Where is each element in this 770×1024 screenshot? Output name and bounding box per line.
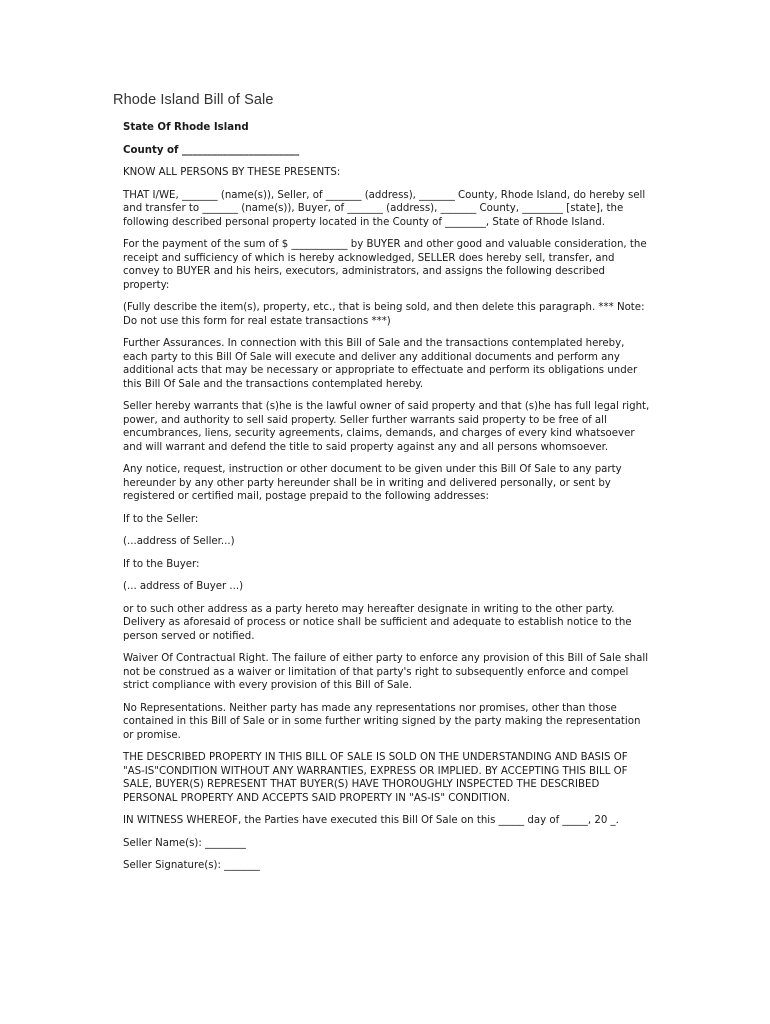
warranty-paragraph: Seller hereby warrants that (s)he is the lawful owner of said property and that (s)he has full legal right, power, and authority to sell said property. Seller further warrants said property to be free of all encumbrances, liens, security agreements, claims, demands, and charges of every kind whatsoever and will warrant and defend the title to said property against any and all persons whomsoever. (123, 401, 650, 453)
payment-paragraph: For the payment of the sum of $ ___________ by BUYER and other good and valuable consideration, the receipt and sufficiency of which is hereby acknowledged, SELLER does hereby sell, transfer, and convey to BUYER and his heirs, executors, administrators, and assigns the following described property: (123, 239, 647, 291)
buyer-address-placeholder: (... address of Buyer ...) (123, 581, 244, 592)
notice-paragraph: Any notice, request, instruction or other document to be given under this Bill Of Sale to any party hereunder by any other party hereunder shall be in writing and delivered personally, or sent by registered or certified mail, postage prepaid to the following addresses: (123, 464, 622, 502)
document-title: Rhode Island Bill of Sale (113, 92, 274, 108)
seller-signature-line: Seller Signature(s): _______ (123, 860, 260, 871)
as-is-paragraph: THE DESCRIBED PROPERTY IN THIS BILL OF SALE IS SOLD ON THE UNDERSTANDING AND BASIS OF "AS-IS"CONDITION WITHOUT ANY WARRANTIES, EXPRESS OR IMPLIED. BY ACCEPTING THIS BILL OF SALE, BUYER(S) REPRESENT THAT BUYER(S) HAVE THOROUGHLY INSPECTED THE DESCRIBED PERSONAL PROPERTY AND ACCEPTS SAID PROPERTY IN "AS-IS" CONDITION. (123, 752, 628, 804)
county-heading: County of _______________________ (123, 144, 300, 156)
buyer-notice-label: If to the Buyer: (123, 558, 200, 570)
seller-address-placeholder: (...address of Seller...) (123, 536, 235, 547)
no-representations-paragraph: No Representations. Neither party has made any representations nor promises, other than those contained in this Bill of Sale or in some further writing signed by the party making the representation or promise. (123, 702, 641, 741)
presents-line: KNOW ALL PERSONS BY THESE PRESENTS: (123, 167, 341, 178)
further-assurances-paragraph: Further Assurances. In connection with this Bill of Sale and the transactions contemplated hereby, each party to this Bill Of Sale will execute and deliver any additional documents and perform any additional acts that may be necessary or appropriate to effectuate and perform its obligations under this Bill Of Sale and the transactions contemplated hereby. (123, 338, 638, 390)
document-body (123, 121, 651, 882)
seller-notice-label: If to the Seller: (123, 513, 199, 525)
property-description-paragraph: (Fully describe the item(s), property, etc., that is being sold, and then delete this paragraph. *** Note: Do not use this form for real estate transactions ***) (123, 302, 645, 327)
waiver-paragraph: Waiver Of Contractual Right. The failure of either party to enforce any provision of this Bill of Sale shall not be construed as a waiver or limitation of that party's right to subsequently enforce and compel strict compliance with every provision of this Bill of Sale. (123, 653, 649, 691)
heading-block (123, 121, 651, 157)
parties-paragraph: THAT I/WE, _______ (name(s)), Seller, of _______ (address), _______ County, Rhode Island, do hereby sell and transfer to _______ (name(s)), Buyer, of _______ (address), _______ County, ________ [state], the following described personal property located in the County of ________, State of Rhode Island. (123, 189, 646, 228)
address-change-paragraph: or to such other address as a party hereto may hereafter designate in writing to the other party. Delivery as aforesaid of process or notice shall be sufficient and adequate to establish notice to the person served or notified. (123, 603, 632, 642)
state-heading: State Of Rhode Island (123, 122, 249, 133)
witness-paragraph: IN WITNESS WHEREOF, the Parties have executed this Bill Of Sale on this _____ day of _____, 20 _. (123, 815, 619, 826)
seller-name-line: Seller Name(s): ________ (123, 837, 246, 849)
